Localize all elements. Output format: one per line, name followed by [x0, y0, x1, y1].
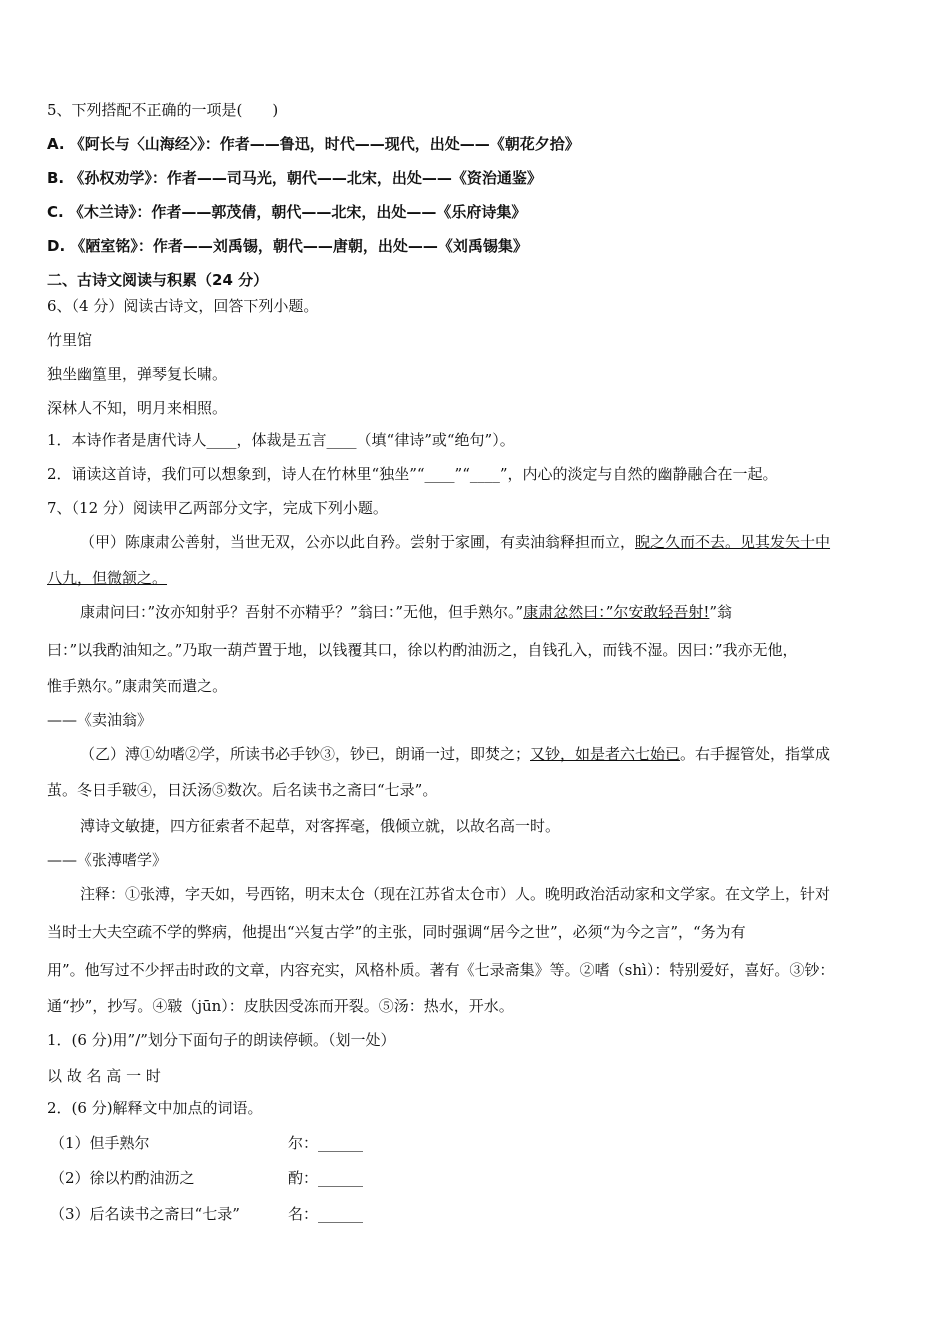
- poem-line: 深林人不知，明月来相照。: [47, 399, 228, 417]
- q6-sub1: 1．本诗作者是唐代诗人____，体裁是五言____（填“律诗”或“绝句”）。: [47, 431, 515, 449]
- q7-stem: 7、（12 分）阅读甲乙两部分文字，完成下列小题。: [47, 499, 388, 517]
- text-run: 。右手握管处，指掌成: [680, 745, 831, 763]
- annotation-line: 当时士大夫空疏不学的弊病，他提出“兴复古学”的主张，同时强调“居今之世”，必须“为今之言”，“务为有: [47, 923, 746, 941]
- vocab-answer: 酌：______: [288, 1169, 364, 1187]
- annotation-line: 注释：①张溥，字天如，号西铭，明末太仓（现在江苏省太仓市）人。晚明政治活动家和文学家。在文学上，针对: [80, 885, 831, 903]
- passage-yi-para1: [80, 744, 830, 764]
- text-run: （乙）溥①幼嗜②学，所读书必手钞③，钞已，朗诵一过，即焚之；: [80, 745, 531, 763]
- annotation-line: 通“抄”，抄写。④皲（jūn）：皮肤因受冻而开裂。⑤汤：热水，开水。: [47, 997, 514, 1015]
- underlined-phrase: 八九，但微颔之。: [47, 569, 168, 587]
- vocab-item: （3）后名读书之斋曰“七录”: [50, 1205, 240, 1223]
- passage-jia-para2-cont: 曰：”以我酌油知之。”乃取一葫芦置于地，以钱覆其口，徐以杓酌油沥之，自钱孔入，而钱不湿。因曰：”我亦无他，: [47, 641, 798, 659]
- q5-option-c: C. 《木兰诗》：作者——郭茂倩，朝代——北宋，出处——《乐府诗集》: [47, 203, 527, 221]
- section-heading: 二、古诗文阅读与积累（24 分）: [47, 271, 269, 289]
- passage-jia-para1-cont: [47, 568, 167, 588]
- passage-yi-source: ——《张溥嗜学》: [47, 851, 168, 869]
- vocab-answer: 尔：______: [288, 1134, 364, 1152]
- text-run: ”翁: [709, 603, 733, 621]
- passage-jia-para2-end: 惟手熟尔。”康肃笑而遣之。: [47, 677, 228, 695]
- q6-sub2: 2．诵读这首诗，我们可以想象到，诗人在竹林里“独坐”“____”“____”，内心的淡定与自然的幽静融合在一起。: [47, 465, 778, 483]
- vocab-answer: 名：______: [288, 1205, 364, 1223]
- q7-sub1-sentence: 以 故 名 高 一 时: [47, 1067, 161, 1085]
- q5-stem: 5、下列搭配不正确的一项是( ): [47, 101, 279, 119]
- annotation-line: 用”。他写过不少抨击时政的文章，内容充实，风格朴质。著有《七录斋集》等。②嗜（shì）：特别爱好，喜好。③钞：: [47, 961, 835, 979]
- passage-jia-para1: [80, 532, 830, 552]
- q7-sub2: 2．(6 分)解释文中加点的词语。: [47, 1099, 263, 1117]
- text-run: 康肃问曰：”汝亦知射乎？吾射不亦精乎？”翁曰：”无他，但手熟尔。”: [80, 603, 524, 621]
- passage-jia-para2: [80, 602, 732, 622]
- vocab-item: （1）但手熟尔: [50, 1134, 150, 1152]
- passage-yi-para1-cont: 茧。冬日手皲④，日沃汤⑤数次。后名读书之斋曰“七录”。: [47, 781, 438, 799]
- underlined-phrase: 睨之久而不去。见其发矢十中: [635, 533, 831, 551]
- underlined-phrase: 康肃忿然曰：”尔安敢轻吾射!: [523, 603, 710, 621]
- vocab-item: （2）徐以杓酌油沥之: [50, 1169, 195, 1187]
- poem-title: 竹里馆: [47, 331, 93, 349]
- text-run: （甲）陈康肃公善射，当世无双，公亦以此自矜。尝射于家圃，有卖油翁释担而立，: [80, 533, 636, 551]
- q5-option-d: D. 《陋室铭》：作者——刘禹锡，朝代——唐朝，出处——《刘禹锡集》: [47, 237, 528, 255]
- passage-yi-para2: 溥诗文敏捷，四方征索者不起草，对客挥毫，俄倾立就，以故名高一时。: [80, 817, 561, 835]
- q5-option-b: B. 《孙权劝学》：作者——司马光，朝代——北宋，出处——《资治通鉴》: [47, 169, 542, 187]
- q5-option-a: A. 《阿长与〈山海经〉》：作者——鲁迅，时代——现代，出处——《朝花夕拾》: [47, 135, 580, 153]
- poem-line: 独坐幽篁里，弹琴复长啸。: [47, 365, 228, 383]
- passage-jia-source: ——《卖油翁》: [47, 711, 153, 729]
- q7-sub1: 1．(6 分)用”/”划分下面句子的朗读停顿。（划一处）: [47, 1031, 396, 1049]
- underlined-phrase: 又钞，如是者六七始已: [530, 745, 681, 763]
- q6-stem: 6、（4 分）阅读古诗文，回答下列小题。: [47, 297, 319, 315]
